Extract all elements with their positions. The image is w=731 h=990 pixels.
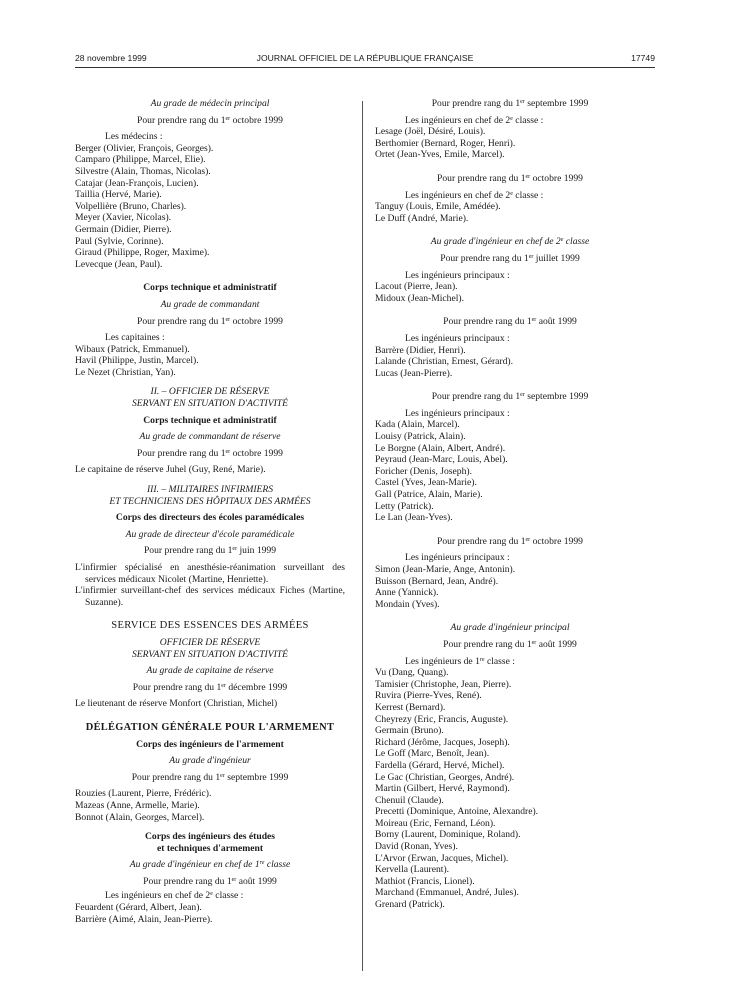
list-intro: Les ingénieurs en chef de 2e classe :	[405, 189, 544, 201]
rank-date: Pour prendre rang du 1er septembre 1999	[131, 771, 289, 783]
section-heading: SERVANT EN SITUATION D'ACTIVITÉ	[131, 398, 288, 410]
name-list	[375, 667, 645, 910]
grade-heading: Au grade de capitaine de réserve	[146, 665, 274, 677]
list-item: Kerrest (Bernard).	[375, 701, 446, 713]
section-heading: ET TECHNICIENS DES HÔPITAUX DES ARMÉES	[109, 495, 311, 507]
list-intro: Les médecins :	[105, 131, 163, 143]
grade-heading: Au grade d'ingénieur	[169, 755, 251, 767]
list-item: Peyraud (Jean-Marc, Louis, Abel).	[375, 454, 508, 466]
list-item: Mathiot (Francis, Lionel).	[375, 875, 475, 887]
list-item: Levecque (Jean, Paul).	[75, 258, 163, 270]
rank-date: Pour prendre rang du 1er août 1999	[143, 875, 277, 887]
list-item: Silvestre (Alain, Thomas, Nicolas).	[75, 165, 211, 177]
corps-heading: Corps des ingénieurs des études	[144, 831, 276, 843]
list-item: Midoux (Jean-Michel).	[375, 292, 464, 304]
list-item: Taillia (Hervé, Marie).	[75, 189, 162, 201]
header-date: 28 novembre 1999	[75, 53, 147, 63]
name-list	[75, 902, 345, 925]
grade-heading: Au grade d'ingénieur principal	[450, 622, 570, 634]
section-heading: III. – MILITAIRES INFIRMIERS	[146, 484, 274, 496]
list-item: Berthomier (Bernard, Roger, Henri).	[375, 137, 516, 149]
list-intro: Les ingénieurs principaux :	[405, 552, 510, 564]
left-column	[75, 98, 345, 925]
rank-date: Pour prendre rang du 1er août 1999	[443, 638, 577, 650]
list-item: Vu (Dang, Quang).	[375, 667, 449, 679]
rank-date: Pour prendre rang du 1er octobre 1999	[137, 315, 283, 327]
grade-heading: Au grade de commandant	[160, 298, 260, 310]
rank-date: Pour prendre rang du 1er octobre 1999	[137, 114, 283, 126]
list-item: Ruvira (Pierre-Yves, René).	[375, 690, 482, 702]
list-item: Fardella (Gérard, Hervé, Michel).	[375, 759, 505, 771]
list-item: David (Ronan, Yves).	[375, 841, 458, 853]
section-heading: II. – OFFICIER DE RÉSERVE	[150, 386, 270, 398]
list-item: Foricher (Denis, Joseph).	[375, 465, 472, 477]
list-item: Marchand (Emmanuel, André, Jules).	[375, 887, 519, 899]
corps-heading: Corps technique et administratif	[143, 282, 277, 294]
list-item: Giraud (Philippe, Roger, Maxime).	[75, 247, 210, 259]
list-intro: Les ingénieurs principaux :	[405, 269, 510, 281]
right-column	[375, 98, 645, 911]
list-item: Grenard (Patrick).	[375, 899, 445, 911]
rank-date: Pour prendre rang du 1er juillet 1999	[440, 252, 580, 264]
name-list	[375, 281, 645, 304]
list-item: Camparo (Philippe, Marcel, Elie).	[75, 154, 206, 166]
list-item: Lucas (Jean-Pierre).	[375, 367, 453, 379]
list-item: Germain (Didier, Pierre).	[75, 223, 172, 235]
rank-date: Pour prendre rang du 1er juin 1999	[143, 545, 277, 557]
rank-date: Pour prendre rang du 1er octobre 1999	[437, 535, 583, 547]
list-item: Lacout (Pierre, Jean).	[375, 281, 458, 293]
list-item: Le Nezet (Christian, Yan).	[75, 366, 176, 378]
list-item: Meyer (Xavier, Nicolas).	[75, 212, 172, 224]
rank-date: Pour prendre rang du 1er août 1999	[443, 316, 577, 328]
list-item: Gall (Patrice, Alain, Marie).	[375, 489, 483, 501]
name-list	[75, 143, 345, 271]
list-item: Le Borgne (Alain, Albert, André).	[375, 442, 506, 454]
appointment-line: Le lieutenant de réserve Monfort (Christian, Michel)	[75, 698, 278, 710]
name-list	[375, 419, 645, 523]
list-item: Tamisier (Christophe, Jean, Pierre).	[375, 678, 512, 690]
list-item: Louisy (Patrick, Alain).	[375, 431, 466, 443]
list-item: Le Lan (Jean-Yves).	[375, 512, 453, 524]
appointment-paragraph: L'infirmier surveillant-chef des services médicaux Fiches (Martine, Suzanne).	[75, 585, 345, 608]
header-rule	[75, 67, 655, 68]
grade-heading: Au grade de commandant de réserve	[139, 431, 281, 443]
grade-heading: Au grade de médecin principal	[150, 98, 270, 109]
section-heading: SERVANT EN SITUATION D'ACTIVITÉ	[131, 648, 288, 660]
list-item: L'Arvor (Erwan, Jacques, Michel).	[375, 852, 509, 864]
list-item: Wibaux (Patrick, Emmanuel).	[75, 343, 190, 355]
corps-heading: Corps des directeurs des écoles paramédicales	[115, 512, 305, 524]
list-item: Le Gac (Christian, Georges, André).	[375, 771, 515, 783]
rank-date: Pour prendre rang du 1er septembre 1999	[431, 98, 589, 109]
page-header	[75, 52, 655, 64]
list-item: Moireau (Eric, Fernand, Léon).	[375, 817, 496, 829]
list-item: Mondain (Yves).	[375, 598, 440, 610]
list-intro: Les ingénieurs en chef de 2e classe :	[405, 114, 544, 126]
grade-heading: Au grade d'ingénieur en chef de 1re classe	[129, 859, 291, 871]
list-intro: Les ingénieurs principaux :	[405, 407, 510, 419]
grade-heading: Au grade d'ingénieur en chef de 2e classe	[430, 236, 590, 248]
list-item: Feuardent (Gérard, Albert, Jean).	[75, 902, 202, 914]
list-item: Lalande (Christian, Ernest, Gérard).	[375, 356, 513, 368]
list-item: Mazeas (Anne, Armelle, Marie).	[75, 799, 200, 811]
section-heading: OFFICIER DE RÉSERVE	[159, 636, 261, 648]
list-item: Anne (Yannick).	[375, 587, 439, 599]
grade-heading: Au grade de directeur d'école paramédicale	[125, 528, 295, 540]
name-list	[375, 126, 645, 161]
appointment-paragraph: L'infirmier spécialisé en anesthésie-réanimation surveillant des services médicaux Nicolet (Martine, Henriette).	[75, 562, 345, 585]
list-item: Lesage (Joël, Désiré, Louis).	[375, 126, 486, 138]
list-item: Cheyrezy (Eric, Francis, Auguste).	[375, 713, 509, 725]
service-title: SERVICE DES ESSENCES DES ARMÉES	[111, 620, 309, 632]
list-item: Catajar (Jean-François, Lucien).	[75, 177, 199, 189]
list-item: Martin (Gilbert, Hervé, Raymond).	[375, 783, 510, 795]
page-number: 17749	[631, 53, 655, 63]
corps-heading: et techniques d'armement	[156, 842, 264, 854]
list-intro: Les capitaines :	[105, 332, 165, 344]
column-divider	[362, 101, 363, 971]
name-list	[375, 201, 645, 224]
list-intro: Les ingénieurs en chef de 2e classe :	[105, 890, 244, 902]
service-title: DÉLÉGATION GÉNÉRALE POUR L'ARMEMENT	[85, 721, 335, 733]
list-item: Le Goff (Marc, Benoît, Jean).	[375, 748, 490, 760]
name-list	[375, 345, 645, 380]
journal-title: JOURNAL OFFICIEL DE LA RÉPUBLIQUE FRANÇAISE	[256, 53, 474, 63]
list-item: Kada (Alain, Marcel).	[375, 419, 460, 431]
list-item: Letty (Patrick).	[375, 500, 434, 512]
list-item: Richard (Jérôme, Jacques, Joseph).	[375, 736, 510, 748]
list-item: Borny (Laurent, Dominique, Roland).	[375, 829, 521, 841]
list-item: Ortet (Jean-Yves, Emile, Marcel).	[375, 149, 505, 161]
list-item: Chenuil (Claude).	[375, 794, 444, 806]
list-item: Precetti (Dominique, Antoine, Alexandre).	[375, 806, 539, 818]
list-item: Germain (Bruno).	[375, 725, 444, 737]
list-item: Bonnot (Alain, Georges, Marcel).	[75, 811, 205, 823]
rank-date: Pour prendre rang du 1er septembre 1999	[431, 391, 589, 403]
name-list	[75, 344, 345, 379]
list-item: Berger (Olivier, François, Georges).	[75, 142, 214, 154]
list-item: Castel (Yves, Jean-Marie).	[375, 477, 477, 489]
list-item: Kervella (Laurent).	[375, 864, 450, 876]
list-item: Simon (Jean-Marie, Ange, Antonin).	[375, 564, 516, 575]
list-item: Barrère (Didier, Henri).	[375, 344, 466, 356]
list-item: Rouzies (Laurent, Pierre, Frédéric).	[75, 788, 212, 800]
list-item: Le Duff (André, Marie).	[375, 212, 469, 224]
name-list	[375, 564, 645, 610]
appointment-line: Le capitaine de réserve Juhel (Guy, René, Marie).	[75, 464, 266, 476]
list-item: Volpellière (Bruno, Charles).	[75, 200, 187, 212]
rank-date: Pour prendre rang du 1er octobre 1999	[437, 172, 583, 184]
name-list	[75, 788, 345, 823]
corps-heading: Corps technique et administratif	[143, 414, 277, 426]
list-item: Barrière (Aimé, Alain, Jean-Pierre).	[75, 913, 213, 925]
list-intro: Les ingénieurs de 1re classe :	[405, 655, 515, 667]
list-item: Paul (Sylvie, Corinne).	[75, 235, 164, 247]
list-item: Havil (Philippe, Justin, Marcel).	[75, 355, 199, 367]
list-intro: Les ingénieurs principaux :	[405, 332, 510, 344]
list-item: Tanguy (Louis, Emile, Amédée).	[375, 201, 501, 213]
list-item: Buisson (Bernard, Jean, André).	[375, 575, 499, 587]
rank-date: Pour prendre rang du 1er octobre 1999	[137, 447, 283, 459]
rank-date: Pour prendre rang du 1er décembre 1999	[132, 681, 288, 693]
corps-heading: Corps des ingénieurs de l'armement	[136, 738, 284, 750]
